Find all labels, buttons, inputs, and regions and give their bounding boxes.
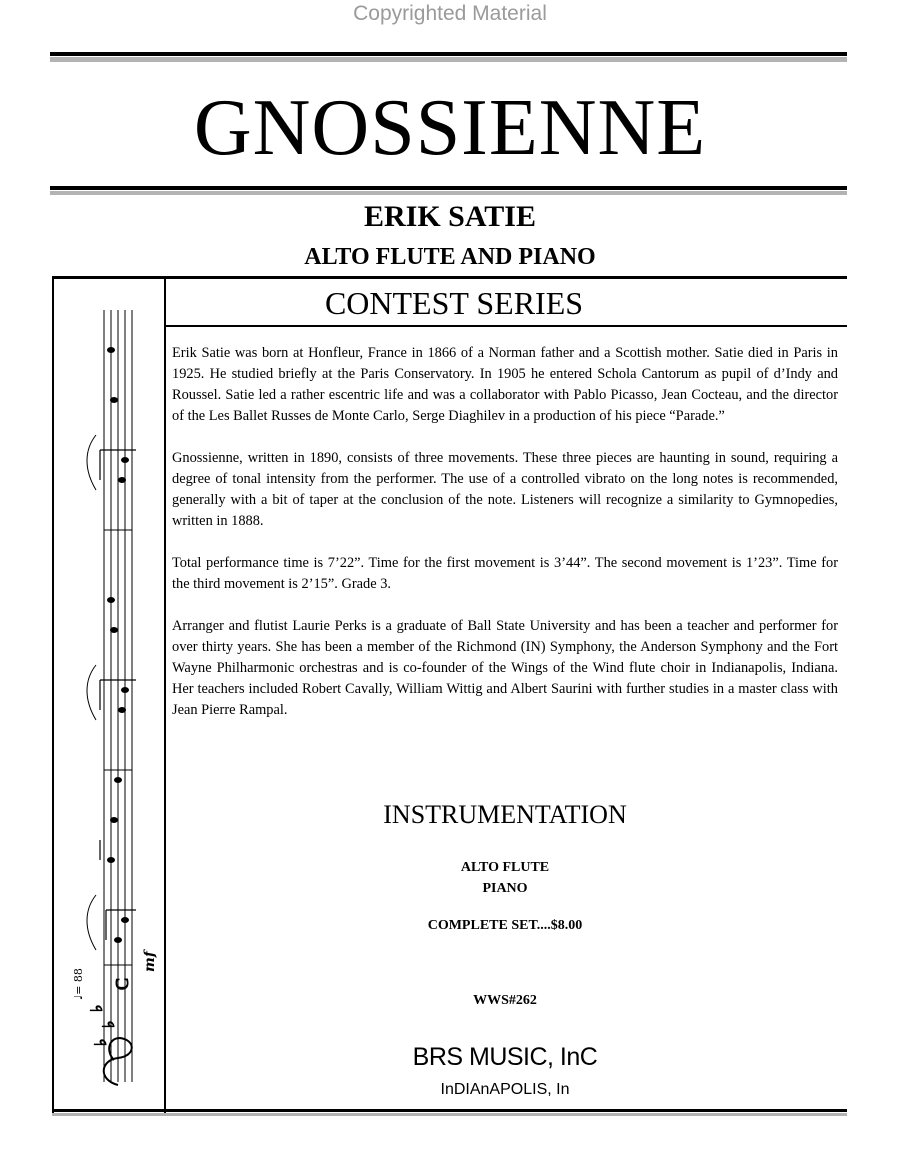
series-underline: [166, 325, 847, 327]
page-title: GNOSSIENNE: [193, 84, 707, 172]
box-top-rule: [52, 276, 847, 279]
catalog-number: WWS#262: [473, 993, 537, 1008]
copyright-watermark: Copyrighted Material: [353, 2, 547, 25]
title-rule-shadow: [50, 191, 847, 195]
music-staff-excerpt: [70, 300, 160, 1090]
price-label: COMPLETE SET....$8.00: [427, 918, 583, 933]
paragraph-arranger: Arranger and flutist Laurie Perks is a graduate of Ball State University and has been a teacher and performer for over thirty years. She has been a member of the Richmond (IN) Symphony, the Anderson Symphony and the Fort Wayne Philharmonic orchestras and is co-founder of the Wings of the Wind flute choir in Indianapolis, Indiana. Her teachers included Robert Cavally, William Wittig and Albert Saurini with further studies in a master class with Jean Pierre Rampal.: [172, 618, 838, 718]
flat-icon: ♭: [101, 1020, 118, 1028]
top-rule: [50, 52, 847, 56]
slur: [87, 665, 96, 720]
time-signature-icon: C: [112, 977, 132, 990]
box-bottom-shadow: [52, 1113, 847, 1116]
description-text: [172, 343, 838, 742]
paragraph-timing: Total performance time is 7’22”. Time for the first movement is 3’44”. The second movement is 1’23”. Time for the third movement is 2’15”. Grade 3.: [172, 555, 838, 592]
instrument-piano: PIANO: [482, 881, 528, 896]
box-left-border: [52, 276, 54, 1113]
series-title: CONTEST SERIES: [324, 285, 584, 321]
slur: [87, 895, 96, 950]
paragraph-piece: Gnossienne, written in 1890, consists of three movements. These three pieces are haunting in sound, requiring a degree of tonal intensity from the performer. The use of a controlled vibrato on the long notes is recommended, generally with a bit of taper at the conclusion of the note. Listeners will recognize a similarity to Gymnopedies, written in 1888.: [172, 450, 838, 529]
flat-icon: ♭: [89, 1004, 106, 1012]
composer-name: ERIK SATIE: [363, 200, 536, 233]
paragraph-biography: Erik Satie was born at Honfleur, France in 1866 of a Norman father and a Scottish mother. Satie died in Paris in 1925. He studied briefly at the Paris Conservatory. In 1905 he entered Schola Cantorum as pupil of d’Indy and Roussel. Satie led a rather escentric life and was a collaborator with Pablo Picasso, Jean Cocteau, and the director of the Les Ballet Russes de Monte Carlo, Serge Diaghilev in a production of his piece “Parade.”: [172, 345, 838, 424]
publisher-name: BRS MUSIC, InC: [412, 1043, 598, 1071]
flat-icon: ♭: [93, 1038, 110, 1046]
box-bottom-rule: [52, 1109, 847, 1112]
top-rule-shadow: [50, 57, 847, 62]
slur: [87, 435, 96, 490]
tempo-marking: ♩= 88: [72, 968, 85, 1000]
box-divider: [164, 276, 166, 1113]
instrumentation-line: ALTO FLUTE AND PIANO: [304, 244, 596, 270]
publisher-city: InDIAnAPOLIS, In: [440, 1081, 570, 1098]
instrument-alto-flute: ALTO FLUTE: [460, 860, 550, 875]
instrumentation-heading: INSTRUMENTATION: [383, 800, 627, 829]
title-rule: [50, 186, 847, 190]
dynamic-marking: mf: [142, 951, 158, 972]
